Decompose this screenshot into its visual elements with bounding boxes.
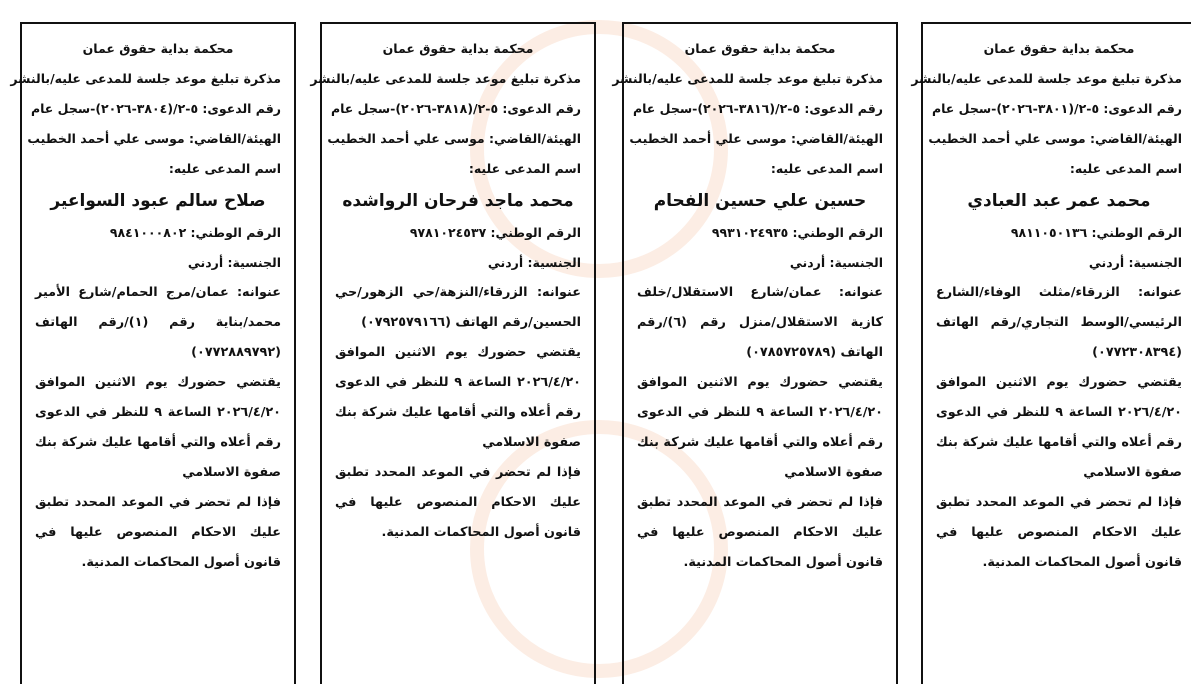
memo-title: مذكرة تبليغ موعد جلسة للمدعى عليه/بالنشر bbox=[10, 71, 281, 86]
defendant-label: اسم المدعى عليه: bbox=[168, 161, 281, 176]
case-number: رقم الدعوى: ٥-٢/(٣٨١٨-٢٠٢٦)-سجل عام bbox=[330, 101, 581, 116]
nationality: الجنسية: أردني bbox=[187, 255, 281, 270]
national-id: الرقم الوطني: ٩٨٤١٠٠٠٨٠٢ bbox=[109, 225, 281, 240]
memo-title: مذكرة تبليغ موعد جلسة للمدعى عليه/بالنشر bbox=[612, 71, 883, 86]
judge-panel: الهيئة/القاضي: موسى علي أحمد الخطيب bbox=[629, 131, 883, 146]
warning-text: فإذا لم تحضر في الموعد المحدد تطبق عليك الاحكام المنصوص عليها في قانون أصول المحاكمات المدنية. bbox=[936, 495, 1182, 570]
national-id: الرقم الوطني: ٩٧٨١٠٢٤٥٣٧ bbox=[409, 225, 581, 240]
court-notice-1 bbox=[911, 22, 1191, 684]
defendant-name: محمد ماجد فرحان الرواشده bbox=[342, 191, 574, 211]
court-name: محكمة بداية حقوق عمان bbox=[82, 41, 234, 56]
warning-text: فإذا لم تحضر في الموعد المحدد تطبق عليك الاحكام المنصوص عليها في قانون أصول المحاكمات المدنية. bbox=[335, 465, 581, 540]
case-number: رقم الدعوى: ٥-٢/(٣٨٠٤-٢٠٢٦)-سجل عام bbox=[30, 101, 281, 116]
memo-title: مذكرة تبليغ موعد جلسة للمدعى عليه/بالنشر bbox=[911, 71, 1182, 86]
defendant-label: اسم المدعى عليه: bbox=[1069, 161, 1182, 176]
court-name: محكمة بداية حقوق عمان bbox=[983, 41, 1135, 56]
court-name: محكمة بداية حقوق عمان bbox=[382, 41, 534, 56]
court-notice-4 bbox=[10, 22, 296, 684]
warning-text: فإذا لم تحضر في الموعد المحدد تطبق عليك الاحكام المنصوص عليها في قانون أصول المحاكمات المدنية. bbox=[35, 495, 281, 570]
defendant-label: اسم المدعى عليه: bbox=[770, 161, 883, 176]
judge-panel: الهيئة/القاضي: موسى علي أحمد الخطيب bbox=[327, 131, 581, 146]
defendant-label: اسم المدعى عليه: bbox=[468, 161, 581, 176]
summons-text: يقتضي حضورك يوم الاثنين الموافق ٢٠٢٦/٤/٢٠ الساعة ٩ للنظر في الدعوى رقم أعلاه والتي أقامها عليك شركة بنك صفوة الاسلامي bbox=[335, 345, 581, 450]
nationality: الجنسية: أردني bbox=[487, 255, 581, 270]
summons-text: يقتضي حضورك يوم الاثنين الموافق ٢٠٢٦/٤/٢٠ الساعة ٩ للنظر في الدعوى رقم أعلاه والتي أقامها عليك شركة بنك صفوة الاسلامي bbox=[637, 375, 883, 480]
warning-text: فإذا لم تحضر في الموعد المحدد تطبق عليك الاحكام المنصوص عليها في قانون أصول المحاكمات المدنية. bbox=[637, 495, 883, 570]
nationality: الجنسية: أردني bbox=[1088, 255, 1182, 270]
court-notice-3 bbox=[310, 22, 596, 684]
summons-text: يقتضي حضورك يوم الاثنين الموافق ٢٠٢٦/٤/٢٠ الساعة ٩ للنظر في الدعوى رقم أعلاه والتي أقامها عليك شركة بنك صفوة الاسلامي bbox=[35, 375, 281, 480]
summons-text: يقتضي حضورك يوم الاثنين الموافق ٢٠٢٦/٤/٢٠ الساعة ٩ للنظر في الدعوى رقم أعلاه والتي أقامها عليك شركة بنك صفوة الاسلامي bbox=[936, 375, 1182, 480]
defendant-name: محمد عمر عبد العبادي bbox=[967, 191, 1151, 211]
case-number: رقم الدعوى: ٥-٢/(٣٨٠١-٢٠٢٦)-سجل عام bbox=[931, 101, 1182, 116]
address: عنوانه: الزرقاء/مثلث الوفاء/الشارع الرئيسي/الوسط التجاري/رقم الهاتف (٠٧٧٢٣٠٨٣٩٤) bbox=[936, 285, 1182, 360]
memo-title: مذكرة تبليغ موعد جلسة للمدعى عليه/بالنشر bbox=[310, 71, 581, 86]
address: عنوانه: الزرقاء/النزهة/حي الزهور/حي الحسين/رقم الهاتف (٠٧٩٢٥٧٩١٦٦) bbox=[335, 285, 581, 330]
national-id: الرقم الوطني: ٩٨١١٠٥٠١٣٦ bbox=[1010, 225, 1182, 240]
defendant-name: حسين علي حسين الفحام bbox=[653, 191, 867, 211]
court-name: محكمة بداية حقوق عمان bbox=[684, 41, 836, 56]
national-id: الرقم الوطني: ٩٩٣١٠٢٤٩٣٥ bbox=[711, 225, 883, 240]
case-number: رقم الدعوى: ٥-٢/(٣٨١٦-٢٠٢٦)-سجل عام bbox=[632, 101, 883, 116]
nationality: الجنسية: أردني bbox=[789, 255, 883, 270]
address: عنوانه: عمان/شارع الاستقلال/خلف كازية الاستقلال/منزل رقم (٦)/رقم الهاتف (٠٧٨٥٧٢٥٧٨٩) bbox=[637, 285, 883, 360]
judge-panel: الهيئة/القاضي: موسى علي أحمد الخطيب bbox=[27, 131, 281, 146]
court-notice-2 bbox=[612, 22, 898, 684]
judge-panel: الهيئة/القاضي: موسى علي أحمد الخطيب bbox=[928, 131, 1182, 146]
address: عنوانه: عمان/مرج الحمام/شارع الأمير محمد/بناية رقم (١)/رقم الهاتف (٠٧٧٢٨٨٩٧٩٢) bbox=[35, 285, 282, 360]
defendant-name: صلاح سالم عبود السواعير bbox=[50, 191, 266, 211]
